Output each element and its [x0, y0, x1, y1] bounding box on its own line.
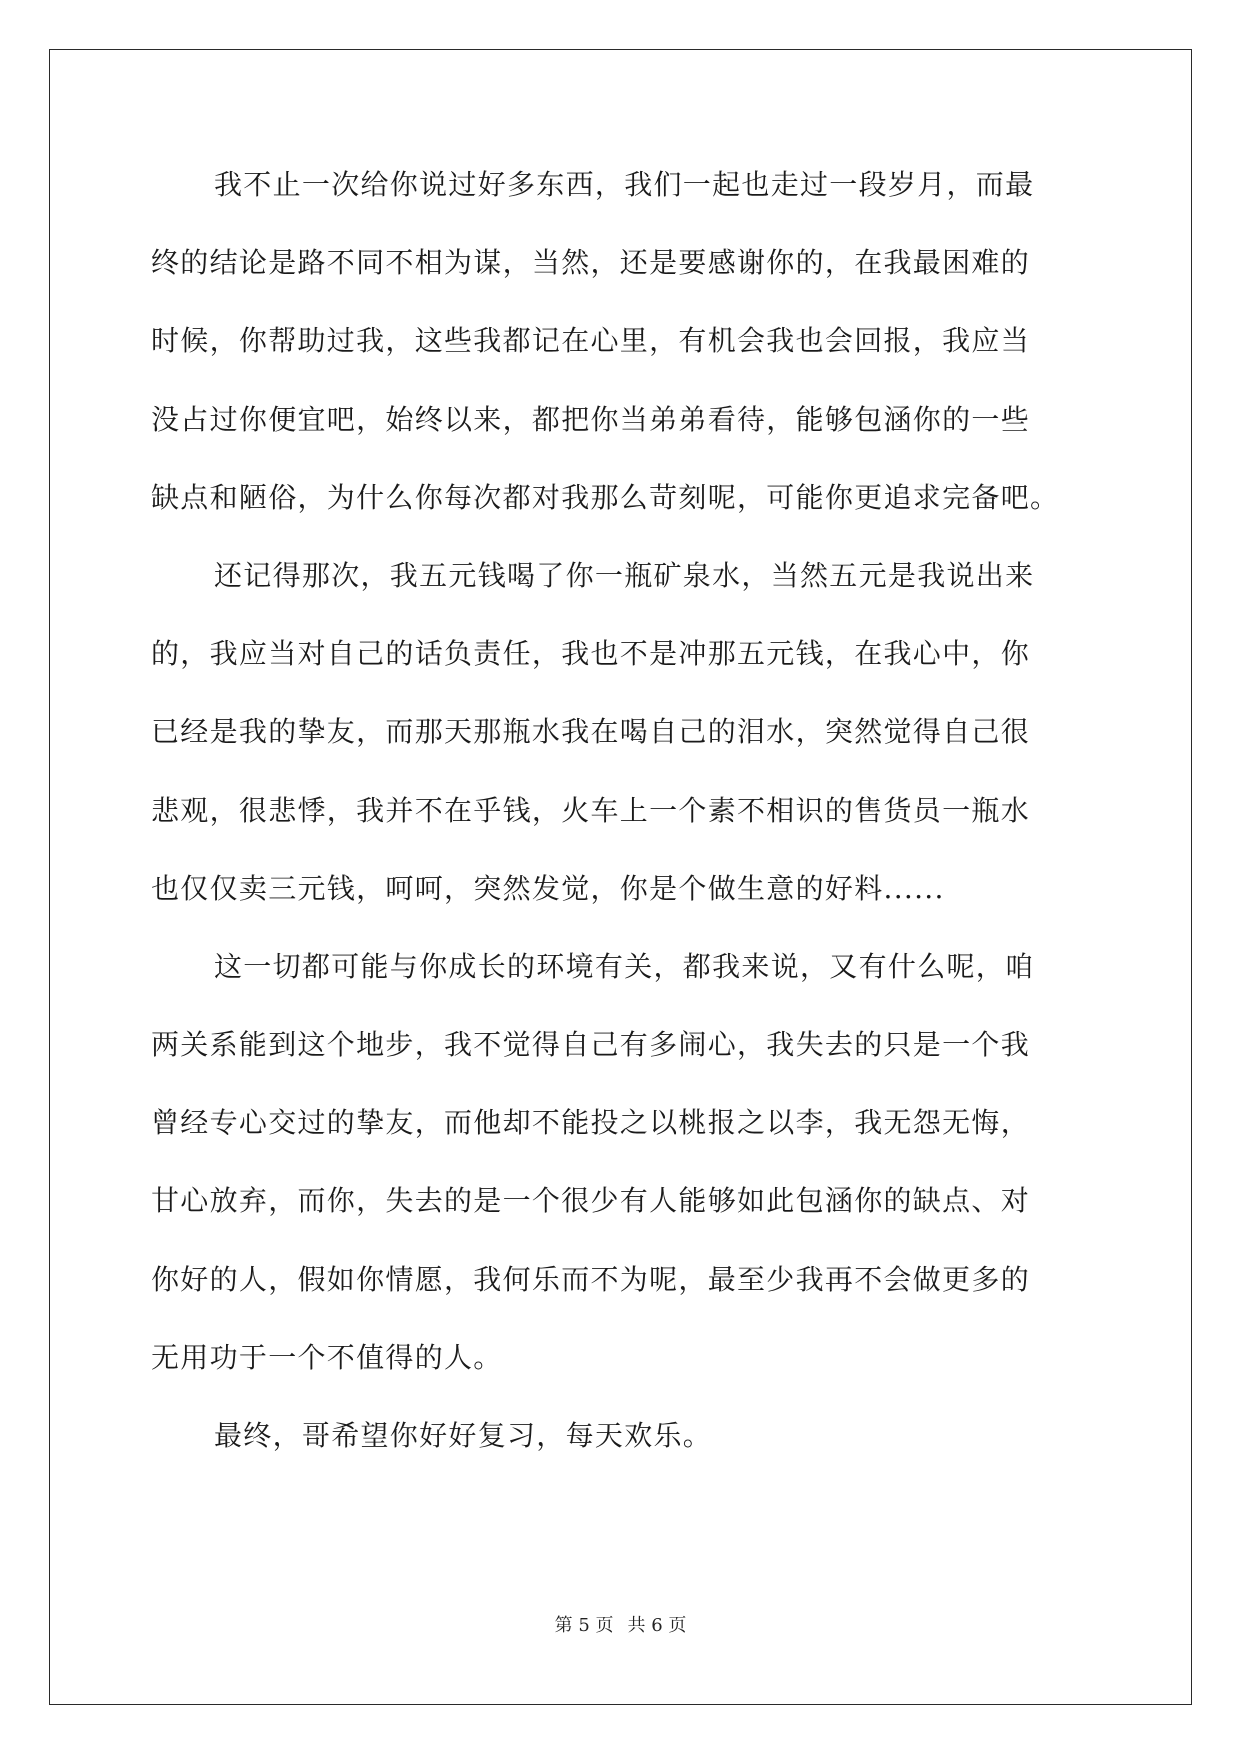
page-number: 第 5 页	[554, 1615, 614, 1636]
text-line: 时候，你帮助过我，这些我都记在心里，有机会我也会回报，我应当	[151, 324, 1031, 358]
text-line: 终的结论是路不同不相为谋，当然，还是要感谢你的，在我最困难的	[151, 246, 1031, 280]
text-line: 最终，哥希望你好好复习，每天欢乐。	[214, 1419, 713, 1452]
text-line: 曾经专心交过的挚友，而他却不能投之以桃报之以李，我无怨无悔，	[151, 1106, 1031, 1140]
text-line: 悲观，很悲悸，我并不在乎钱，火车上一个素不相识的售货员一瓶水	[151, 793, 1031, 827]
text-line: 我不止一次给你说过好多东西，我们一起也走过一段岁月，而最	[214, 168, 1035, 201]
document-body	[151, 162, 1096, 1491]
text-line: 的，我应当对自己的话负责任，我也不是冲那五元钱，在我心中，你	[151, 637, 1031, 671]
page-total: 共 6 页	[627, 1615, 687, 1636]
text-line: 缺点和陋俗，为什么你每次都对我那么苛刻呢，可能你更追求完备吧。	[151, 480, 1060, 514]
text-line: 也仅仅卖三元钱，呵呵，突然发觉，你是个做生意的好料......	[151, 871, 945, 905]
page-footer	[0, 1611, 1241, 1637]
text-line: 无用功于一个不值得的人。	[151, 1340, 503, 1374]
text-line: 两关系能到这个地步，我不觉得自己有多闹心，我失去的只是一个我	[151, 1028, 1031, 1062]
text-line: 已经是我的挚友，而那天那瓶水我在喝自己的泪水，突然觉得自己很	[151, 715, 1031, 749]
text-line: 没占过你便宜吧，始终以来，都把你当弟弟看待，能够包涵你的一些	[151, 402, 1031, 436]
text-line: 甘心放弃，而你，失去的是一个很少有人能够如此包涵你的缺点、对	[151, 1184, 1031, 1218]
text-line: 你好的人，假如你情愿，我何乐而不为呢，最至少我再不会做更多的	[151, 1262, 1031, 1296]
text-line: 还记得那次，我五元钱喝了你一瓶矿泉水，当然五元是我说出来	[214, 558, 1035, 592]
text-line: 这一切都可能与你成长的环境有关，都我来说，又有什么呢，咱	[214, 949, 1035, 983]
